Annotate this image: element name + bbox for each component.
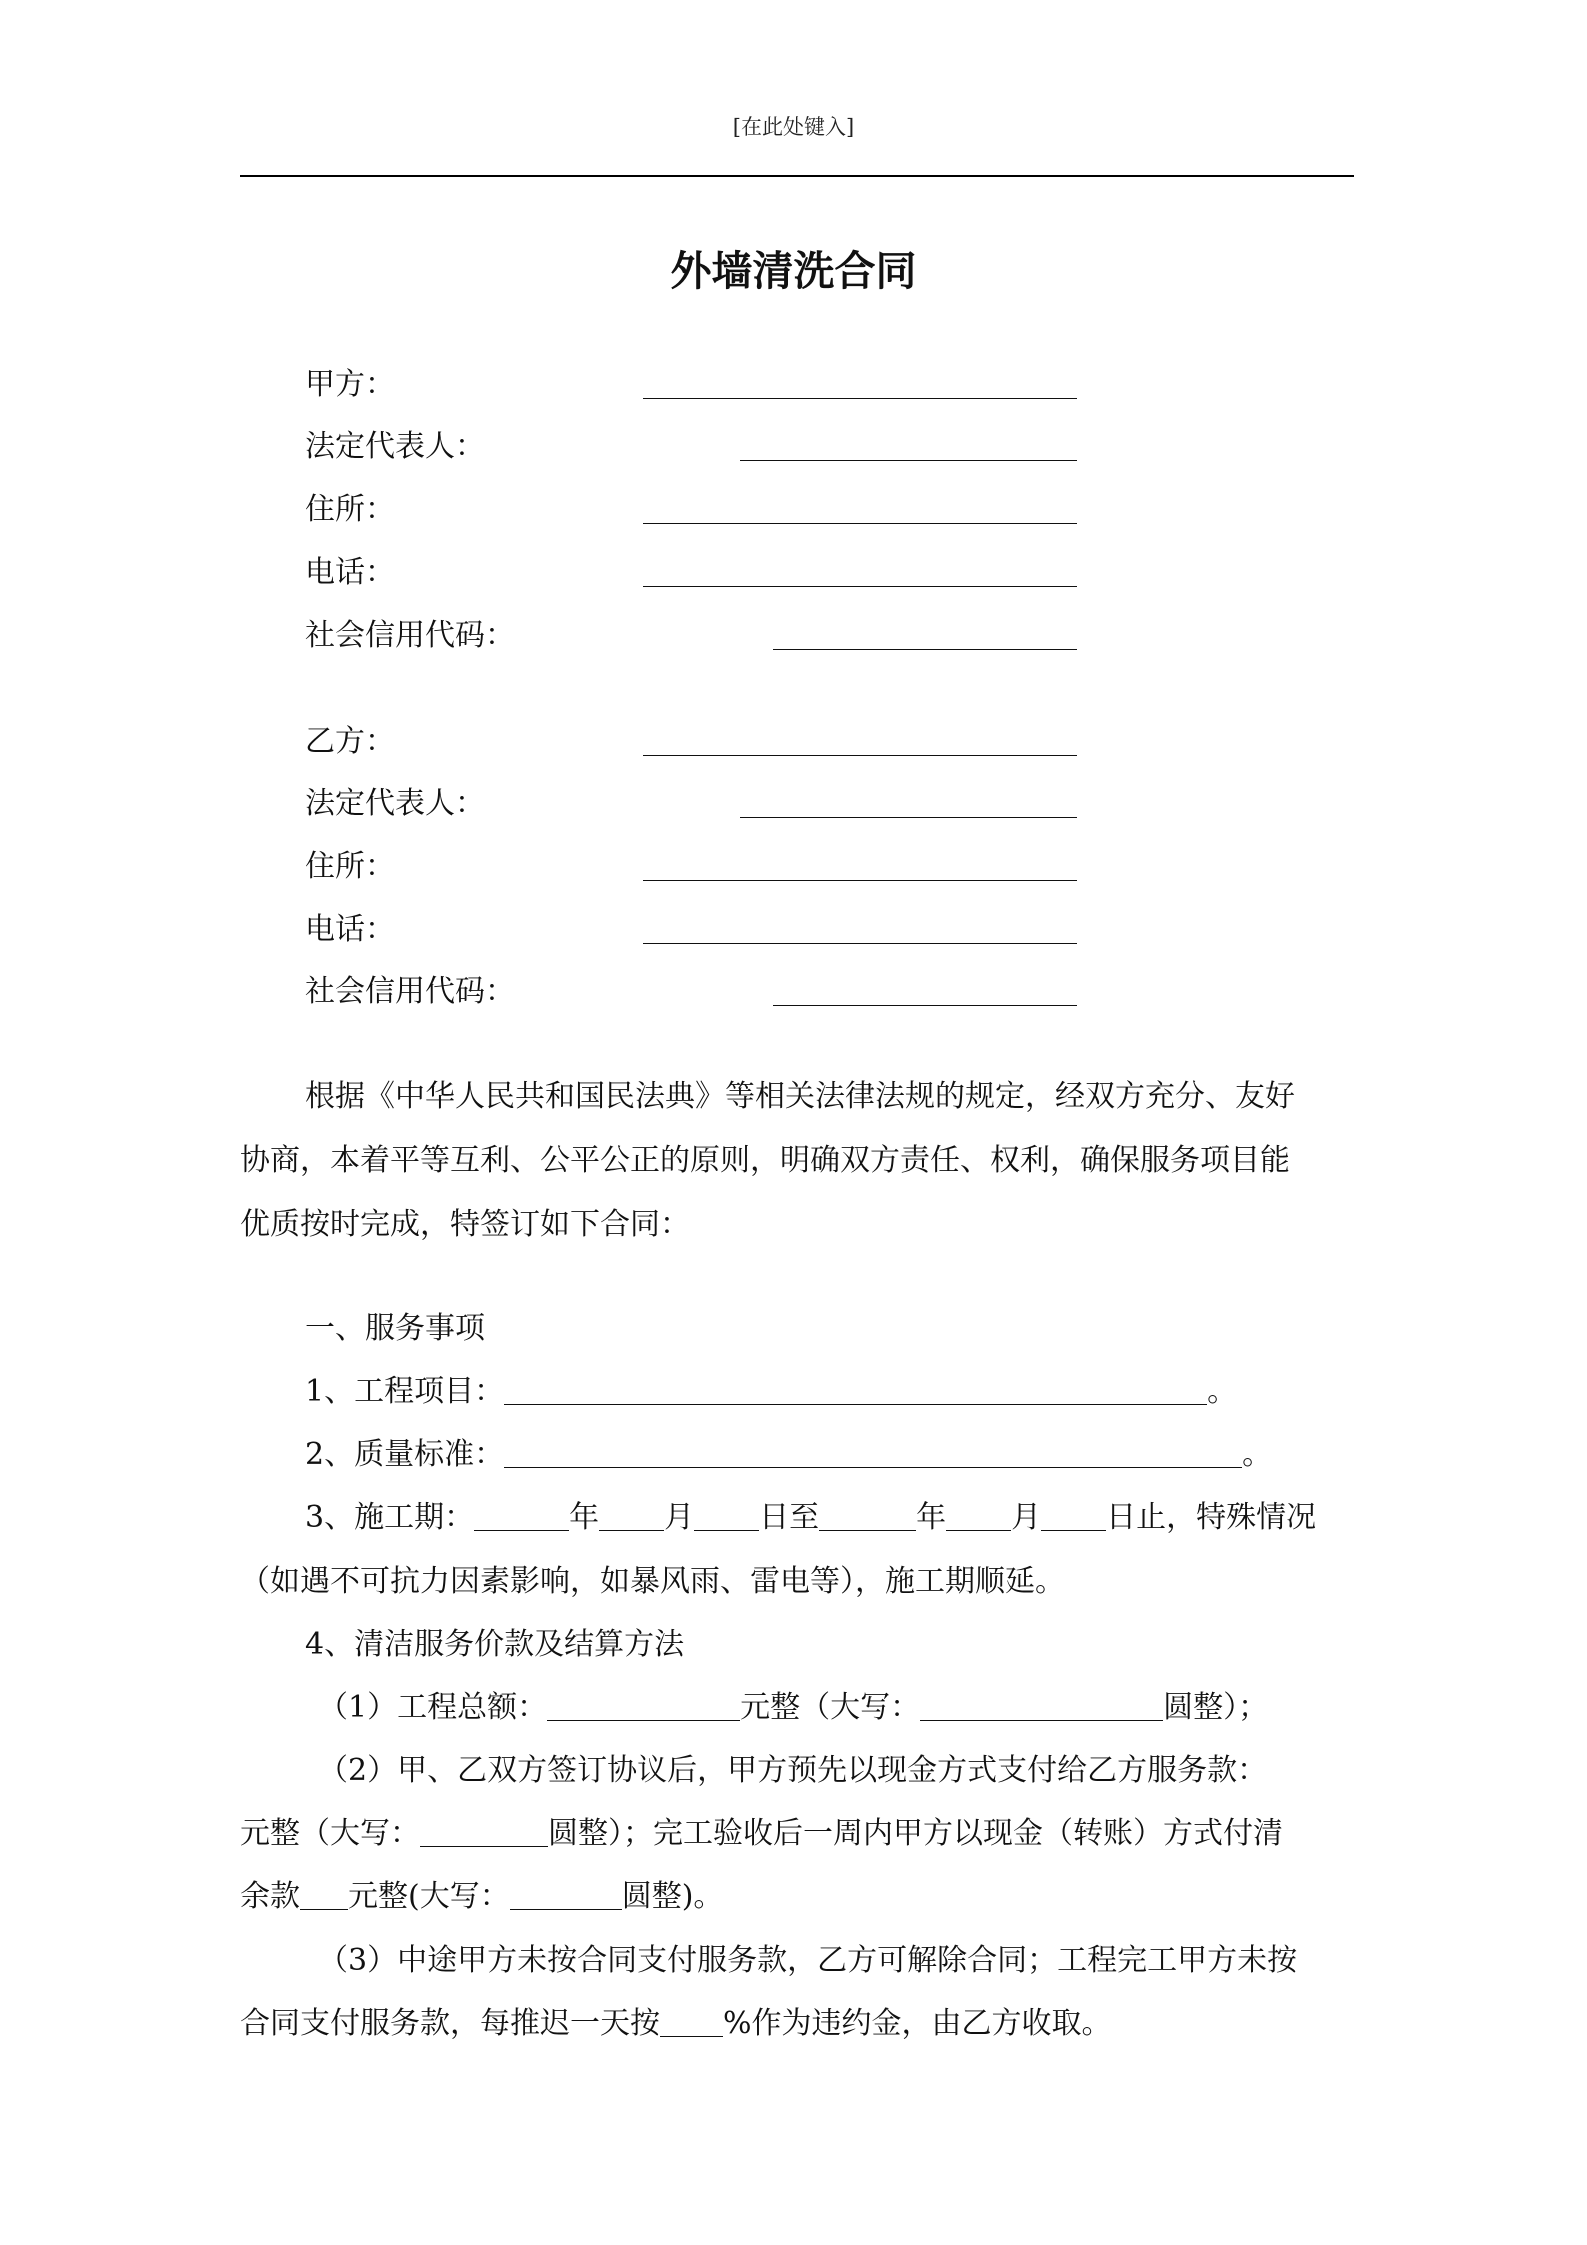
payment-penalty-line-2 [240,2004,1354,2044]
day-to-label: 日至 [759,1500,820,1535]
field-label: 住所： [305,849,395,884]
item-payment-heading: 4、清洁服务价款及结算方法 [305,1627,685,1662]
section-heading: 一、服务事项 [305,1311,485,1346]
field-label: 乙方： [305,724,395,759]
field-label: 法定代表人： [305,429,485,464]
fill-blank [504,1439,1242,1468]
fill-blank [300,1881,348,1910]
fill-blank [420,1818,548,1847]
payment-label: %作为违约金，由乙方收取。 [723,2006,1112,2041]
fill-blank [740,817,1077,818]
fill-blank [773,1005,1077,1006]
fill-blank [643,880,1077,881]
payment-label: 余款 [240,1879,300,1914]
party-a-credit-code-field [240,616,1354,656]
item-label: 3、施工期： [305,1500,475,1535]
item-quality [240,1435,1354,1475]
payment-penalty-line-1: （3）中途甲方未按合同支付服务款，乙方可解除合同；工程完工甲方未按 [318,1943,1298,1978]
contract-title: 外墙清洗合同 [670,247,917,295]
period-mark: 。 [1242,1437,1273,1472]
party-b-address-field [240,847,1354,887]
payment-label: 元整（大写： [240,1816,420,1851]
party-a-name-field [240,365,1354,405]
year-label: 年 [569,1500,600,1535]
fill-blank [920,1692,1163,1721]
field-label: 社会信用代码： [305,974,515,1009]
fill-blank [643,943,1077,944]
fill-blank [740,460,1077,461]
payment-label: （1）工程总额： [318,1690,548,1725]
payment-label: 元整（大写： [740,1690,921,1725]
item-label: 1、工程项目： [305,1374,505,1409]
fill-blank [1041,1502,1106,1531]
fill-blank [504,1376,1207,1405]
preamble-line-1: 根据《中华人民共和国民法典》等相关法律法规的规定，经双方充分、友好 [305,1079,1295,1114]
party-a-address-field [240,490,1354,530]
party-b-credit-code-field [240,972,1354,1012]
fill-blank [474,1502,569,1531]
item-period [240,1498,1354,1538]
payment-total [240,1688,1354,1728]
field-label: 社会信用代码： [305,618,515,653]
month-label: 月 [1011,1500,1042,1535]
fill-blank [660,2008,723,2037]
fill-blank [643,398,1077,399]
fill-blank [773,649,1077,650]
fill-blank [819,1502,916,1531]
field-label: 电话： [305,912,395,947]
field-label: 电话： [305,555,395,590]
header-rule [240,175,1354,177]
payment-label: 元整(大写： [348,1879,510,1914]
party-a-phone-field [240,553,1354,593]
preamble-line-2: 协商，本着平等互利、公平公正的原则，明确双方责任、权利，确保服务项目能 [240,1143,1290,1178]
fill-blank [547,1692,740,1721]
fill-blank [946,1502,1011,1531]
payment-advance-line-1: （2）甲、乙双方签订协议后，甲方预先以现金方式支付给乙方服务款： [318,1753,1268,1788]
fill-blank [643,523,1077,524]
field-label: 甲方： [305,367,395,402]
payment-advance-line-3 [240,1877,1354,1917]
preamble-line-3: 优质按时完成，特签订如下合同： [240,1207,690,1242]
field-label: 法定代表人： [305,786,485,821]
party-b-representative-field [240,784,1354,824]
payment-label: 合同支付服务款，每推迟一天按 [240,2006,660,2041]
payment-label: 圆整）；完工验收后一周内甲方以现金（转账）方式付清 [548,1816,1283,1851]
fill-blank [599,1502,664,1531]
payment-advance-line-2 [240,1814,1354,1854]
payment-label: 圆整)。 [621,1879,724,1914]
period-mark: 。 [1207,1374,1238,1409]
fill-blank [694,1502,759,1531]
fill-blank [643,755,1077,756]
item-project [240,1372,1354,1412]
page-header: [在此处键入] [732,115,855,139]
fill-blank [643,586,1077,587]
party-b-name-field [240,722,1354,762]
item-period-continued: （如遇不可抗力因素影响，如暴风雨、雷电等），施工期顺延。 [240,1564,1065,1599]
fill-blank [510,1881,622,1910]
party-b-phone-field [240,910,1354,950]
field-label: 住所： [305,492,395,527]
month-label: 月 [664,1500,695,1535]
day-end-label: 日止，特殊情况 [1106,1500,1317,1535]
year-label: 年 [916,1500,947,1535]
payment-label: 圆整）； [1163,1690,1269,1725]
party-a-representative-field [240,427,1354,467]
item-label: 2、质量标准： [305,1437,505,1472]
